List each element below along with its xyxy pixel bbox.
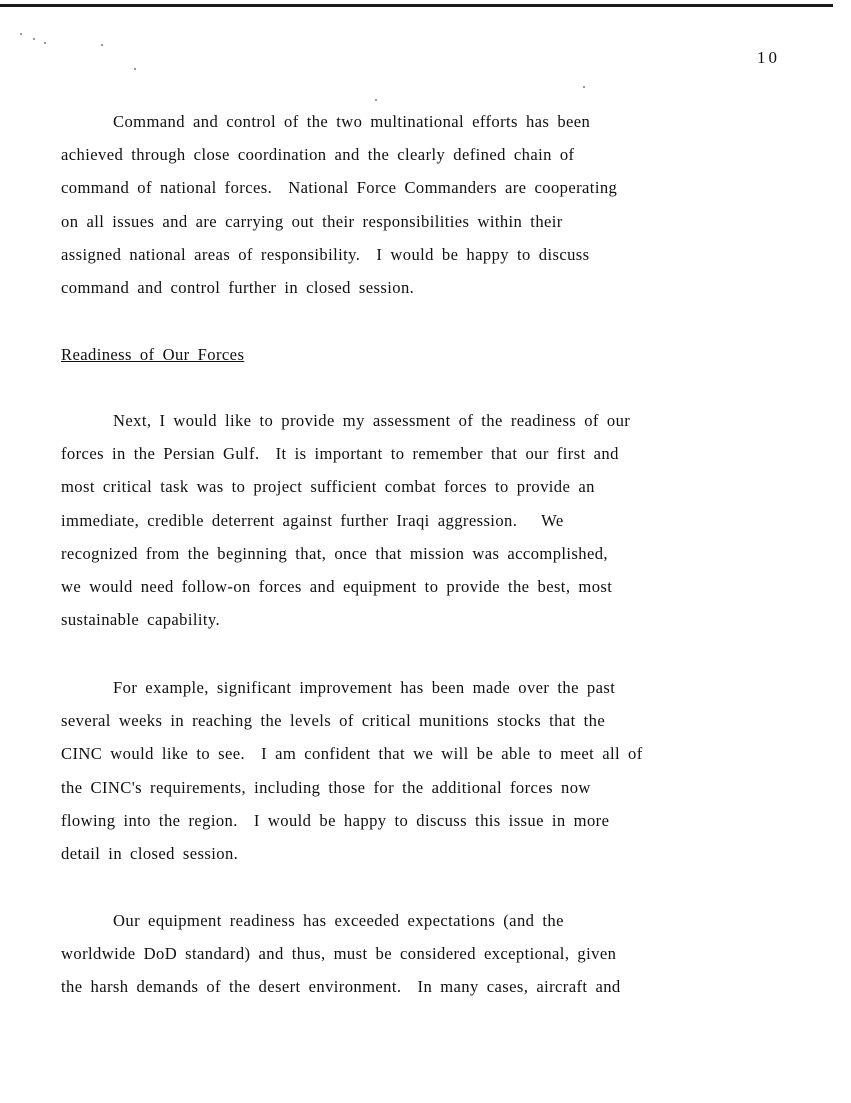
paragraph-readiness-assessment xyxy=(61,404,761,636)
text-line: the harsh demands of the desert environment. In many cases, aircraft and xyxy=(61,977,621,997)
text-line: we would need follow-on forces and equipment to provide the best, most xyxy=(61,576,613,596)
top-rule xyxy=(0,4,833,7)
text-line: detail in closed session. xyxy=(61,843,239,863)
text-line: Our equipment readiness has exceeded expectations (and the xyxy=(113,911,564,930)
scan-speck xyxy=(44,42,46,44)
text-line: several weeks in reaching the levels of critical munitions stocks that the xyxy=(61,711,606,731)
section-heading: Readiness of Our Forces xyxy=(61,345,245,364)
text-line: assigned national areas of responsibility. I would be happy to discuss xyxy=(61,244,590,264)
text-line: on all issues and are carrying out their responsibilities within their xyxy=(61,211,563,231)
text-line: most critical task was to project sufficient combat forces to provide an xyxy=(61,477,595,497)
page-number: 10 xyxy=(757,48,780,67)
text-line: worldwide DoD standard) and thus, must be considered exceptional, given xyxy=(61,944,617,964)
scan-speck xyxy=(33,38,35,40)
text-line: command of national forces. National Force Commanders are cooperating xyxy=(61,178,618,198)
text-line: flowing into the region. I would be happy to discuss this issue in more xyxy=(61,810,610,830)
text-line: recognized from the beginning that, once that mission was accomplished, xyxy=(61,543,608,563)
text-line: Next, I would like to provide my assessment of the readiness of our xyxy=(113,411,631,430)
scan-speck xyxy=(583,86,585,88)
scan-speck xyxy=(101,44,103,46)
text-line: the CINC's requirements, including those for the additional forces now xyxy=(61,777,591,797)
paragraph-command-and-control xyxy=(61,105,761,304)
text-line: sustainable capability. xyxy=(61,610,221,630)
scan-speck xyxy=(134,68,136,70)
scan-speck xyxy=(375,99,377,101)
text-line: For example, significant improvement has been made over the past xyxy=(113,678,616,697)
paragraph-equipment-readiness xyxy=(61,904,761,1004)
text-line: Command and control of the two multinational efforts has been xyxy=(113,112,591,131)
text-line: achieved through close coordination and the clearly defined chain of xyxy=(61,145,575,165)
text-line: command and control further in closed session. xyxy=(61,277,415,297)
text-line: CINC would like to see. I am confident that we will be able to meet all of xyxy=(61,744,643,764)
text-line: forces in the Persian Gulf. It is important to remember that our first and xyxy=(61,444,619,464)
paragraph-munitions xyxy=(61,671,761,870)
text-line: immediate, credible deterrent against further Iraqi aggression. We xyxy=(61,510,564,530)
section-heading-block xyxy=(61,338,761,371)
scan-speck xyxy=(20,33,22,35)
